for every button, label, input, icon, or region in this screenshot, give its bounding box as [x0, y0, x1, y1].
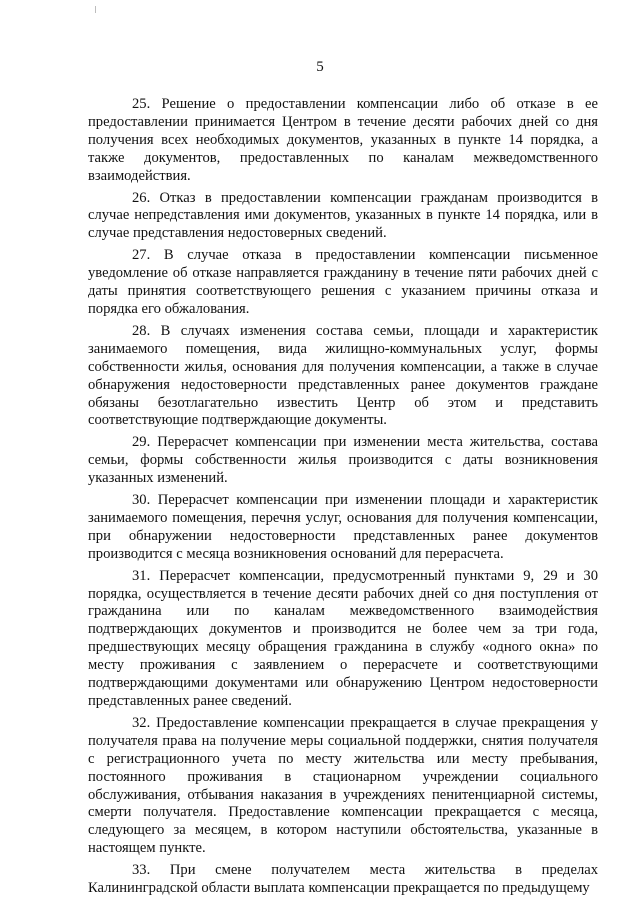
paragraph-31: 31. Перерасчет компенсации, предусмотренный пунктами 9, 29 и 30 порядка, осуществляется в течение десяти рабочих дней со дня поступления от гражданина или по каналам межведомственного взаимодействия подтверждающих документов и производится не более чем за три года, предшествующих месяцу обращения гражданина в службу «одного окна» по месту проживания с заявлением о перерасчете и соответствующими подтверждающими документами или обнаружению Центром недостоверности представленных ранее сведений.: [88, 567, 598, 709]
document-body: [88, 96, 598, 902]
paragraph-26: 26. Отказ в предоставлении компенсации гражданам производится в случае непредставления ими документов, указанных в пункте 14 порядка, или в случае представления недостоверных сведений.: [88, 189, 598, 242]
paragraph-30: 30. Перерасчет компенсации при изменении площади и характеристик занимаемого помещения, перечня услуг, основания для получения компенсации, при обнаружении недостоверности представленных ранее документов производится с месяца возникновения оснований для перерасчета.: [88, 492, 598, 562]
page-number: 5: [316, 59, 324, 75]
paragraph-25: 25. Решение о предоставлении компенсации либо об отказе в ее предоставлении принимается Центром в течение десяти рабочих дней со дня получения всех необходимых документов, указанных в пункте 14 порядка, а также документов, предоставленных по каналам межведомственного взаимодействия.: [88, 96, 598, 184]
paragraph-29: 29. Перерасчет компенсации при изменении места жительства, состава семьи, формы собственности жилья производится с даты возникновения указанных изменений.: [88, 434, 598, 487]
paragraph-32: 32. Предоставление компенсации прекращается в случае прекращения у получателя права на получение меры социальной поддержки, снятия получателя с регистрационного учета по месту жительства или месту пребывания, постоянного проживания в стационарном учреждении социального обслуживания, отбывания наказания в учреждениях пенитенциарной системы, смерти получателя. Предоставление компенсации прекращается с месяца, следующего за месяцем, в котором наступили обстоятельства, указанные в настоящем пункте.: [88, 714, 598, 857]
scan-speck: [95, 6, 96, 13]
paragraph-27: 27. В случае отказа в предоставлении компенсации письменное уведомление об отказе направляется гражданину в течение пяти рабочих дней с даты принятия соответствующего решения с указанием причины отказа и порядка его обжалования.: [88, 247, 598, 317]
paragraph-33: 33. При смене получателем места жительства в пределах Калининградской области выплата компенсации прекращается по предыдущему: [88, 862, 598, 897]
paragraph-28: 28. В случаях изменения состава семьи, площади и характеристик занимаемого помещения, вида жилищно-коммунальных услуг, формы собственности жилья, основания для получения компенсации, а также в случае обнаружения недостоверности представленных ранее документов граждане обязаны безотлагательно известить Центр об этом и представить соответствующие подтверждающие документы.: [88, 322, 598, 429]
